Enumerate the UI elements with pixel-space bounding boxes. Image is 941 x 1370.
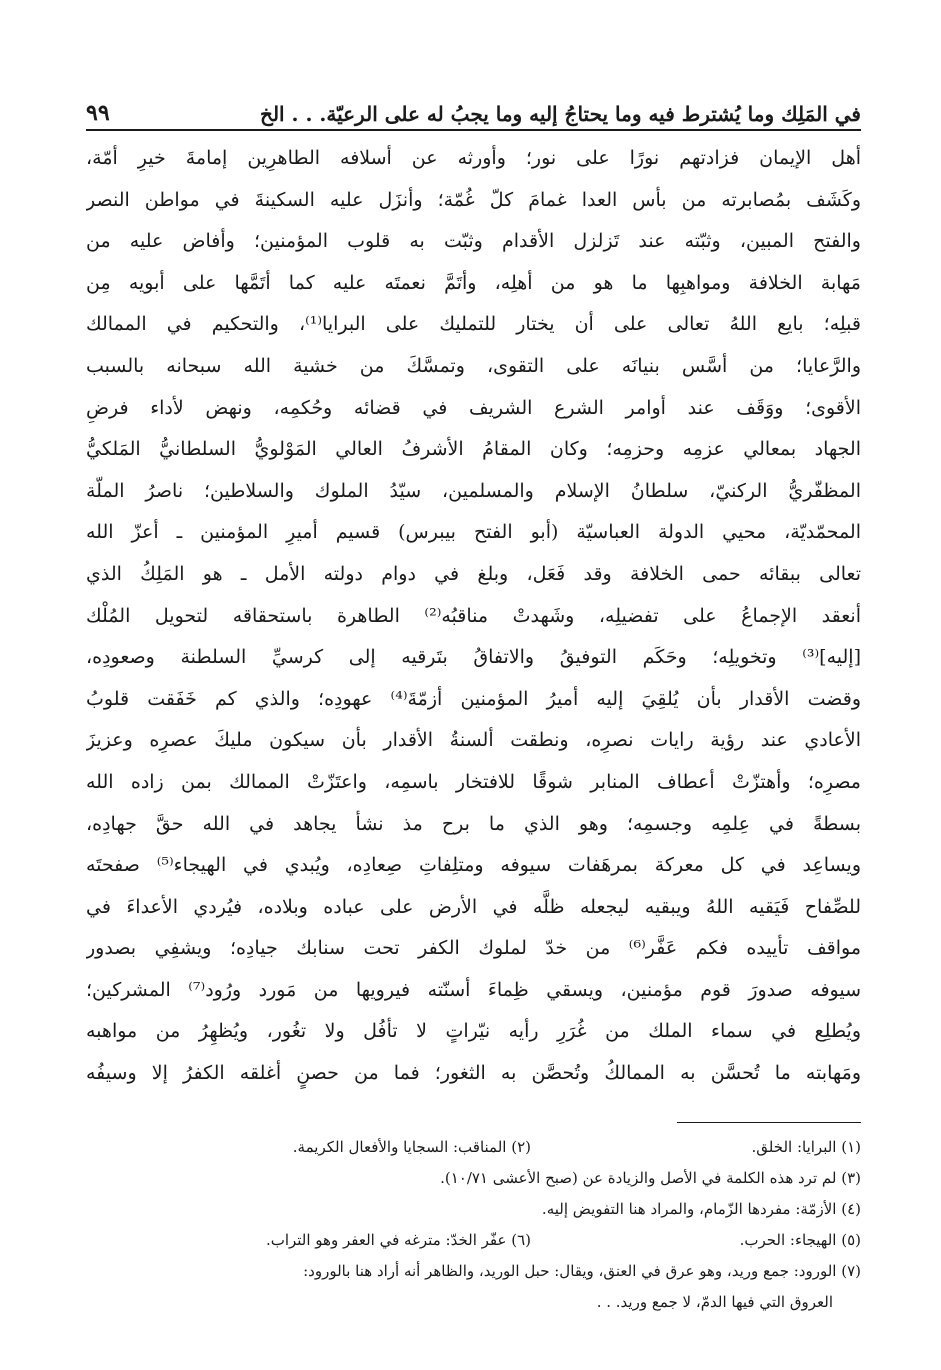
footnote-3: (٣) لم ترد هذه الكلمة في الأصل والزيادة عن (صبح الأعشى ١٠/٧١). <box>440 1169 861 1187</box>
footnote-7-continued: العروق التي فيها الدمّ، لا جمع وريد. . . <box>596 1293 833 1311</box>
footnote-row <box>60 1256 861 1287</box>
body-line: الأعادي عند رؤية رايات نصرِه، ونطقت ألسنةُ الأقدار بأن سيكون مليكَ عصرِه وعزيزَ <box>86 729 861 752</box>
footnote-row <box>60 1163 861 1194</box>
body-line: المظفّريُّ الركنيّ، سلطانُ الإسلام والمسلمين، سيّدُ الملوك والسلاطين؛ ناصرُ الملّة <box>86 479 861 502</box>
body-line: سيوفه صدورَ قوم مؤمنين، ويسقي ظِماءَ أسنّته فيرويها من مَورد ورُود⁽⁷⁾ المشركين؛ <box>86 978 861 1001</box>
body-line: للصِّفاح فَيَقيه اللهُ ويبقيه ليجعله ظلَّه في الأرض على عباده وبلاده، فيُردي الأعداءَ في <box>86 895 861 918</box>
body-text <box>86 138 861 1095</box>
footnote-1: (١) البرايا: الخلق. <box>751 1138 861 1156</box>
footnote-row <box>60 1132 861 1163</box>
body-line: الأقوى؛ ووَقَف عند أوامر الشرع الشريف في قضائه وحُكمِه، ونهض لأداء فرضِ <box>86 396 861 419</box>
body-line: قبلِه؛ بايع اللهُ تعالى على أن يختار للتمليك على البرايا⁽¹⁾، والتحكيم في الممالك <box>86 313 861 336</box>
footnote-row <box>60 1225 861 1256</box>
body-line: مصرِه؛ وأهتزّتْ أعطاف المنابر شوقًا للافتخار باسمِه، واعتَزّتْ الممالك بمن زاده الله <box>86 770 861 793</box>
body-line: بسطةً في عِلمِه وجسمِه؛ وهو الذي ما برح مذ نشأ يجاهد في الله حقَّ جهادِه، <box>86 812 861 835</box>
page-number: ٩٩ <box>86 100 110 126</box>
footnote-2: (٢) المناقب: السجايا والأفعال الكريمة. <box>292 1138 531 1156</box>
body-line: تعالى ببقائه حمى الخلافة وقد فَعَل، وبلغ في دوام دولته الأمل ـ هو المَلِكُ الذي <box>86 562 861 585</box>
header-rule <box>86 129 861 131</box>
body-line: والرَّعايا؛ من أسَّس بنيانَه على التقوى، وتمسَّكَ من خشية الله سبحانه بالسبب <box>86 354 861 377</box>
body-line: المحمّديّة، محيي الدولة العباسيّة (أبو الفتح بيبرس) قسيم أميرِ المؤمنين ـ أعزّ الله <box>86 521 861 544</box>
footnote-5: (٥) الهيجاء: الحرب. <box>739 1231 861 1249</box>
body-line: الجهاد بمعالي عزمِه وحزمِه؛ وكان المقامُ الأشرفُ العالي المَوْلويُّ السلطانيُّ المَلكيُّ <box>86 438 861 461</box>
body-line: أنعقد الإجماعُ على تفضيلِه، وشَهدتْ مناقبُه⁽²⁾ الطاهرة باستحقاقه لتحويل المُلْك <box>86 604 861 627</box>
footnote-6: (٦) عفّر الخدّ: مترغه في العفر وهو التراب. <box>265 1231 531 1249</box>
footnote-4: (٤) الأزمّة: مفردها الزّمام، والمراد هنا التفويض إليه. <box>541 1200 861 1218</box>
body-line: والفتح المبين، وثبّته عند تَزلزل الأقدام وثبّت به قلوب المؤمنين؛ وأفاض عليه من <box>86 230 861 253</box>
footnote-row <box>60 1194 861 1225</box>
footnotes <box>60 1132 861 1318</box>
footnote-separator <box>677 1122 861 1123</box>
footnote-row <box>60 1287 861 1318</box>
footnote-7: (٧) الورود: جمع وريد، وهو عرق في العنق، ويقال: حبل الوريد، والظاهر أنه أراد هنا بالورود: <box>303 1262 861 1280</box>
page-header <box>86 82 861 126</box>
body-line: مَهابة الخلافة ومواهبِها ما هو من أهلِه، وأتَمَّ نعمتَه عليه كما أتَمَّها على أبويه مِن <box>86 271 861 294</box>
body-line: مواقف تأييده فكم عَفَّر⁽⁶⁾ من خدّ لملوك الكفر تحت سنابك جيادِه؛ ويشفِي بصدور <box>86 937 861 960</box>
body-line: ومَهابته ما تُحسَّن به الممالكُ وتُحصَّن به الثغور؛ فما من حصنٍ أغلقه الكفرُ إلا وسيفُه <box>86 1062 861 1085</box>
body-line: أهل الإيمان فزادتهم نورًا على نور؛ وأورثه عن أسلافه الطاهرِين إمامةَ خيرِ أمّة، <box>86 147 861 169</box>
body-line: ويُطلِع في سماء الملك من غُرَرِ رأيه نيّراتٍ لا تأفُل ولا تغُور، ويُظهِرُ من مواهبه <box>86 1020 861 1043</box>
body-line: وقضت الأقدار بأن يُلقِيَ إليه أميرُ المؤمنين أزمّةَ⁽⁴⁾ عهودِه؛ والذي كم خَفَقت قلوبُ <box>86 687 861 710</box>
body-line: [إليه]⁽³⁾ وتخويلِه؛ وحَكَم التوفيقُ والاتفاقُ بتَرقيه إلى كرسيِّ السلطنة وصعودِه، <box>86 646 861 669</box>
body-line: ويساعِد في كل معركة بمرهَفات سيوفه ومتلِفاتِ صِعادِه، ويُبدي في الهيجاء⁽⁵⁾ صفحتَه <box>86 854 861 877</box>
running-title: في المَلِك وما يُشترط فيه وما يحتاجُ إليه وما يجبُ له على الرعيّة. . . الخ <box>260 102 861 126</box>
body-line: وكَشَف بمُصابرته من بأس العدا غمامَ كلّ غُمّة؛ وأنزَل عليه السكينةَ في مواطن النصر <box>86 188 861 211</box>
